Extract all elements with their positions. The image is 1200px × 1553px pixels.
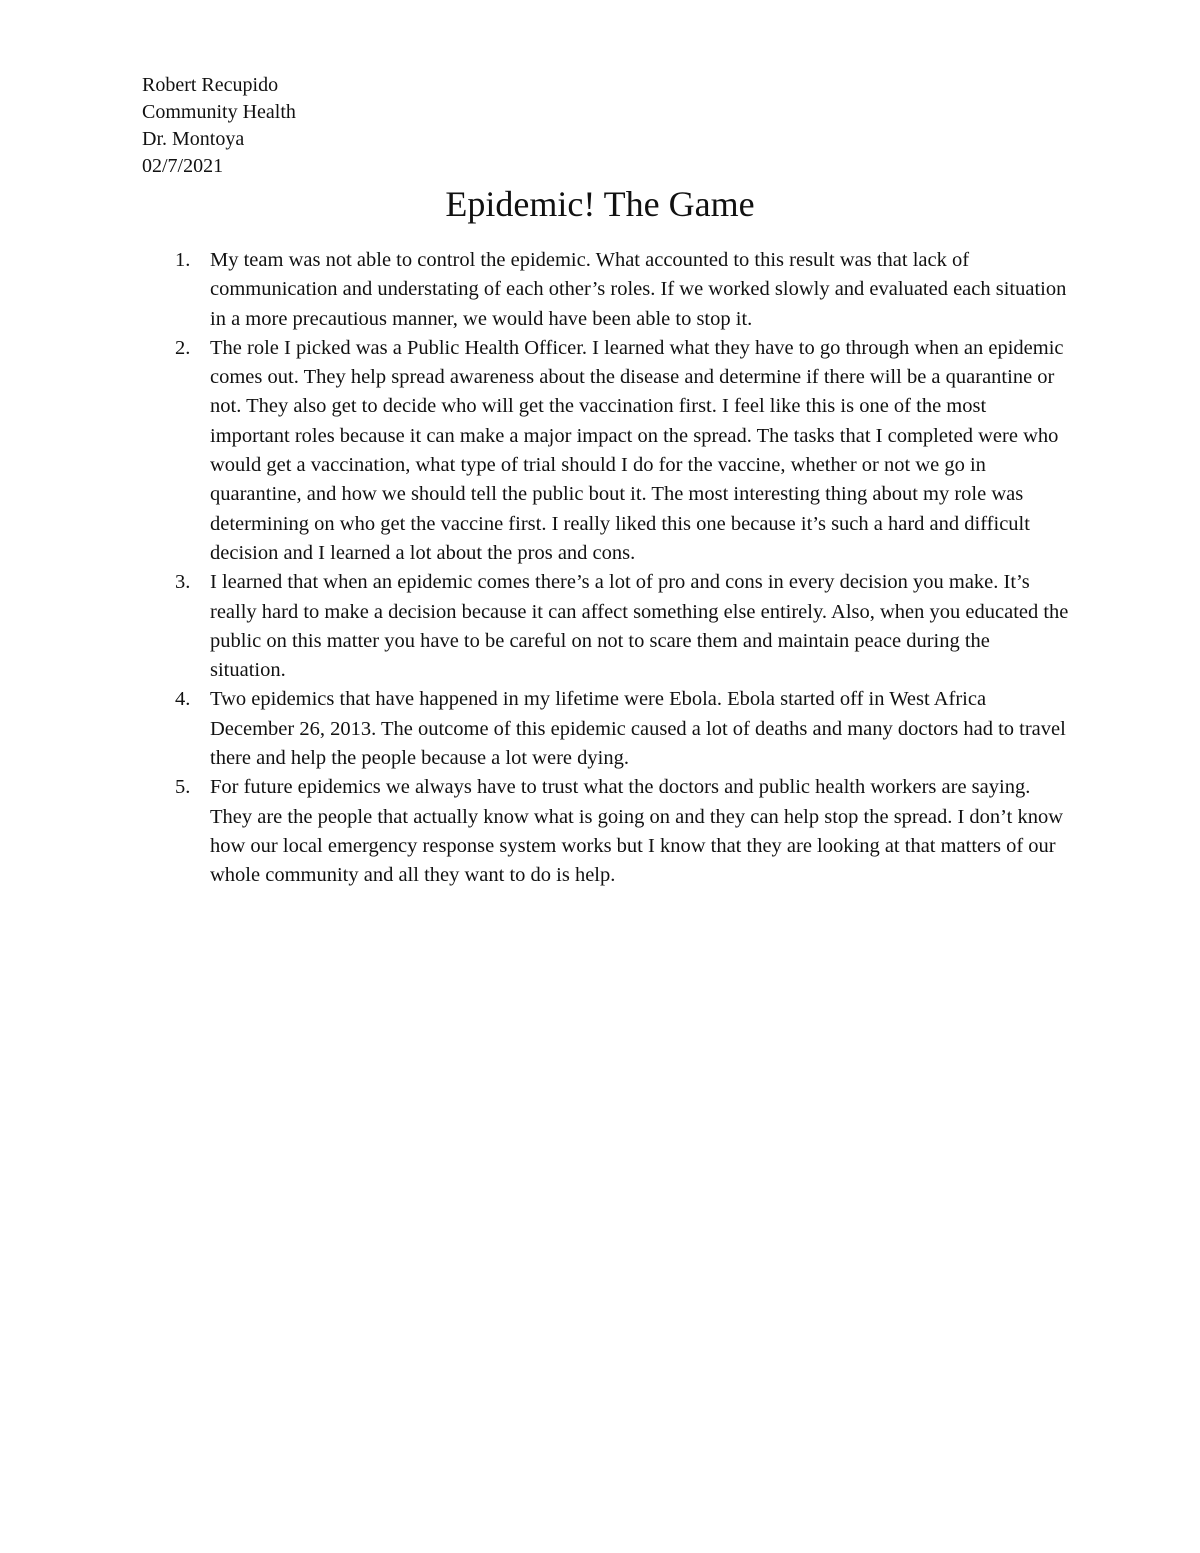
answer-text: I learned that when an epidemic comes there’s a lot of pro and cons in every decision you make. It’s really hard to make a decision because it can affect something else entirely. Also, when you educated the public on this matter you have to be careful on not to scare them and maintain peace during the situation.: [210, 571, 1069, 682]
answer-text: Two epidemics that have happened in my lifetime were Ebola. Ebola started off in West Africa December 26, 2013. The outcome of this epidemic caused a lot of deaths and many doctors had to travel there and help the people because a lot were dying.: [210, 688, 1066, 770]
answer-number: 5.: [175, 776, 191, 799]
document-title: Epidemic! The Game: [445, 184, 755, 224]
answer-number: 2.: [175, 336, 191, 359]
author-name: Robert Recupido: [142, 74, 279, 96]
answer-text: My team was not able to control the epidemic. What accounted to this result was that lack of communication and understating of each other’s roles. If we worked slowly and evaluated each situation in a more precautious manner, we would have been able to stop it.: [210, 249, 1067, 330]
answer-text: For future epidemics we always have to trust what the doctors and public health workers are saying. They are the people that actually know what is going on and they can help stop the spread. I don’t know how our local emergency response system works but I know that they are looking at that matters of our whole community and all they want to do is help.: [210, 776, 1063, 887]
instructor-name: Dr. Montoya: [142, 128, 245, 150]
answer-item-1: [175, 246, 1070, 334]
answer-item-4: [175, 685, 1070, 773]
author-header: [142, 72, 296, 180]
answer-item-5: [175, 773, 1070, 890]
answer-text: The role I picked was a Public Health Officer. I learned what they have to go through when an epidemic comes out. They help spread awareness about the disease and determine if there will be a quarantine or not. They also get to decide who will get the vaccination first. I feel like this is one of the most important roles because it can make a major impact on the spread. The tasks that I completed were who would get a vaccination, what type of trial should I do for the vaccine, whether or not we go in quarantine, and how we should tell the public bout it. The most interesting thing about my role was determining on who get the vaccine first. I really liked this one because it’s such a hard and difficult decision and I learned a lot about the pros and cons.: [210, 336, 1064, 564]
answer-item-3: [175, 568, 1070, 685]
answer-number: 4.: [175, 688, 191, 711]
answer-item-2: [175, 334, 1070, 568]
course-name: Community Health: [142, 101, 296, 123]
document-date: 02/7/2021: [142, 155, 224, 177]
answer-number: 1.: [175, 249, 191, 271]
answer-number: 3.: [175, 571, 191, 594]
answer-list: [175, 246, 1070, 891]
